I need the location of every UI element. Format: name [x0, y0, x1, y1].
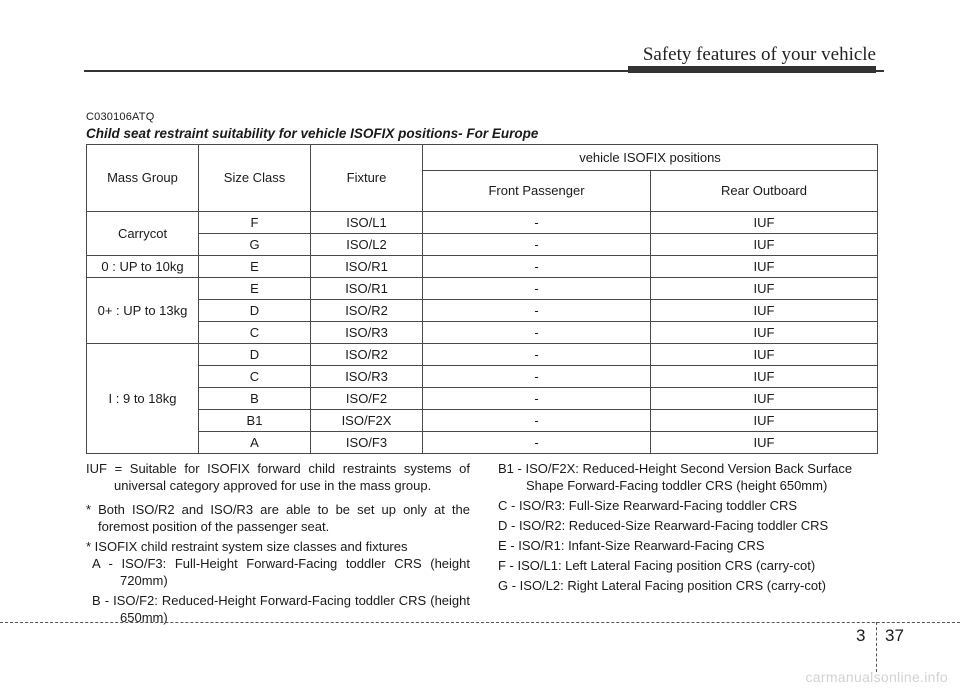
- note-class-e: E - ISO/R1: Infant-Size Rearward-Facing CRS: [498, 538, 765, 553]
- size-class-cell: D: [199, 300, 311, 322]
- front-passenger-cell: -: [423, 234, 651, 256]
- rear-outboard-cell: IUF: [651, 300, 878, 322]
- front-passenger-cell: -: [423, 410, 651, 432]
- table-row: [87, 212, 878, 234]
- note-class-c: C - ISO/R3: Full-Size Rearward-Facing toddler CRS: [498, 498, 798, 513]
- note-class-f: F - ISO/L1: Left Lateral Facing position CRS (carry-cot): [498, 558, 816, 573]
- header-rear-outboard: Rear Outboard: [651, 171, 878, 212]
- front-passenger-cell: -: [423, 366, 651, 388]
- section-title: Child seat restraint suitability for vehicle ISOFIX positions- For Europe: [86, 126, 539, 141]
- rear-outboard-cell: IUF: [651, 322, 878, 344]
- table-row: [87, 410, 878, 432]
- table-row: [87, 278, 878, 300]
- rear-outboard-cell: IUF: [651, 212, 878, 234]
- fixture-cell: ISO/L2: [311, 234, 423, 256]
- front-passenger-cell: -: [423, 278, 651, 300]
- fixture-cell: ISO/R3: [311, 366, 423, 388]
- fixture-cell: ISO/F2X: [311, 410, 423, 432]
- front-passenger-cell: -: [423, 388, 651, 410]
- rear-outboard-cell: IUF: [651, 256, 878, 278]
- note-class-g: G - ISO/L2: Right Lateral Facing position CRS (carry-cot): [498, 578, 827, 593]
- rear-outboard-cell: IUF: [651, 432, 878, 454]
- rear-outboard-cell: IUF: [651, 366, 878, 388]
- size-class-cell: F: [199, 212, 311, 234]
- header-mass-group: Mass Group: [87, 145, 199, 212]
- front-passenger-cell: -: [423, 212, 651, 234]
- mass-group-cell: Carrycot: [87, 212, 199, 256]
- note-iuf: IUF = Suitable for ISOFIX forward child restraints systems of universal category approved for use in the mass group.: [86, 461, 470, 493]
- note-class-b: B - ISO/F2: Reduced-Height Forward-Facing toddler CRS (height 650mm): [92, 593, 470, 625]
- isofix-suitability-table: [86, 144, 878, 454]
- size-class-cell: G: [199, 234, 311, 256]
- rear-outboard-cell: IUF: [651, 344, 878, 366]
- rear-outboard-cell: IUF: [651, 388, 878, 410]
- size-class-cell: A: [199, 432, 311, 454]
- front-passenger-cell: -: [423, 256, 651, 278]
- fixture-cell: ISO/R3: [311, 322, 423, 344]
- table-row: [87, 366, 878, 388]
- rear-outboard-cell: IUF: [651, 410, 878, 432]
- table-row: [87, 300, 878, 322]
- header-size-class: Size Class: [199, 145, 311, 212]
- note-class-b1: B1 - ISO/F2X: Reduced-Height Second Version Back Surface Shape Forward-Facing toddler CRS (height 650mm): [498, 461, 853, 493]
- mass-group-cell: I : 9 to 18kg: [87, 344, 199, 454]
- chapter-number: 3: [856, 626, 866, 645]
- page-header-title: Safety features of your vehicle: [642, 44, 876, 65]
- note-star-foremost: * Both ISO/R2 and ISO/R3 are able to be set up only at the foremost position of the passenger seat.: [86, 502, 470, 534]
- front-passenger-cell: -: [423, 300, 651, 322]
- page-number-separator: [876, 622, 877, 672]
- header-fixture: Fixture: [311, 145, 423, 212]
- watermark: carmanualsonline.info: [805, 669, 948, 685]
- table-row: [87, 388, 878, 410]
- note-star-size-classes: * ISOFIX child restraint system size classes and fixtures: [86, 539, 408, 554]
- table-row: [87, 432, 878, 454]
- rear-outboard-cell: IUF: [651, 234, 878, 256]
- table-row: [87, 322, 878, 344]
- front-passenger-cell: -: [423, 322, 651, 344]
- rear-outboard-cell: IUF: [651, 278, 878, 300]
- page-number: 37: [885, 626, 904, 645]
- size-class-cell: C: [199, 366, 311, 388]
- fixture-cell: ISO/R1: [311, 278, 423, 300]
- size-class-cell: B1: [199, 410, 311, 432]
- note-class-a: A - ISO/F3: Full-Height Forward-Facing toddler CRS (height 720mm): [92, 556, 470, 588]
- header-front-passenger: Front Passenger: [423, 171, 651, 212]
- fixture-cell: ISO/F2: [311, 388, 423, 410]
- size-class-cell: D: [199, 344, 311, 366]
- front-passenger-cell: -: [423, 344, 651, 366]
- size-class-cell: E: [199, 256, 311, 278]
- header-rule-accent: [628, 66, 876, 73]
- size-class-cell: B: [199, 388, 311, 410]
- mass-group-cell: 0+ : UP to 13kg: [87, 278, 199, 344]
- front-passenger-cell: -: [423, 432, 651, 454]
- fixture-cell: ISO/F3: [311, 432, 423, 454]
- footer-rule: [0, 622, 960, 623]
- table-row: [87, 344, 878, 366]
- legend-notes-right: [498, 460, 882, 594]
- table-row: [87, 256, 878, 278]
- section-code: C030106ATQ: [86, 111, 155, 123]
- note-class-d: D - ISO/R2: Reduced-Size Rearward-Facing toddler CRS: [498, 518, 829, 533]
- fixture-cell: ISO/L1: [311, 212, 423, 234]
- size-class-cell: E: [199, 278, 311, 300]
- fixture-cell: ISO/R1: [311, 256, 423, 278]
- table-row: [87, 234, 878, 256]
- fixture-cell: ISO/R2: [311, 344, 423, 366]
- size-class-cell: C: [199, 322, 311, 344]
- header-isofix-positions: vehicle ISOFIX positions: [423, 145, 878, 171]
- fixture-cell: ISO/R2: [311, 300, 423, 322]
- mass-group-cell: 0 : UP to 10kg: [87, 256, 199, 278]
- legend-notes-left: [86, 460, 470, 626]
